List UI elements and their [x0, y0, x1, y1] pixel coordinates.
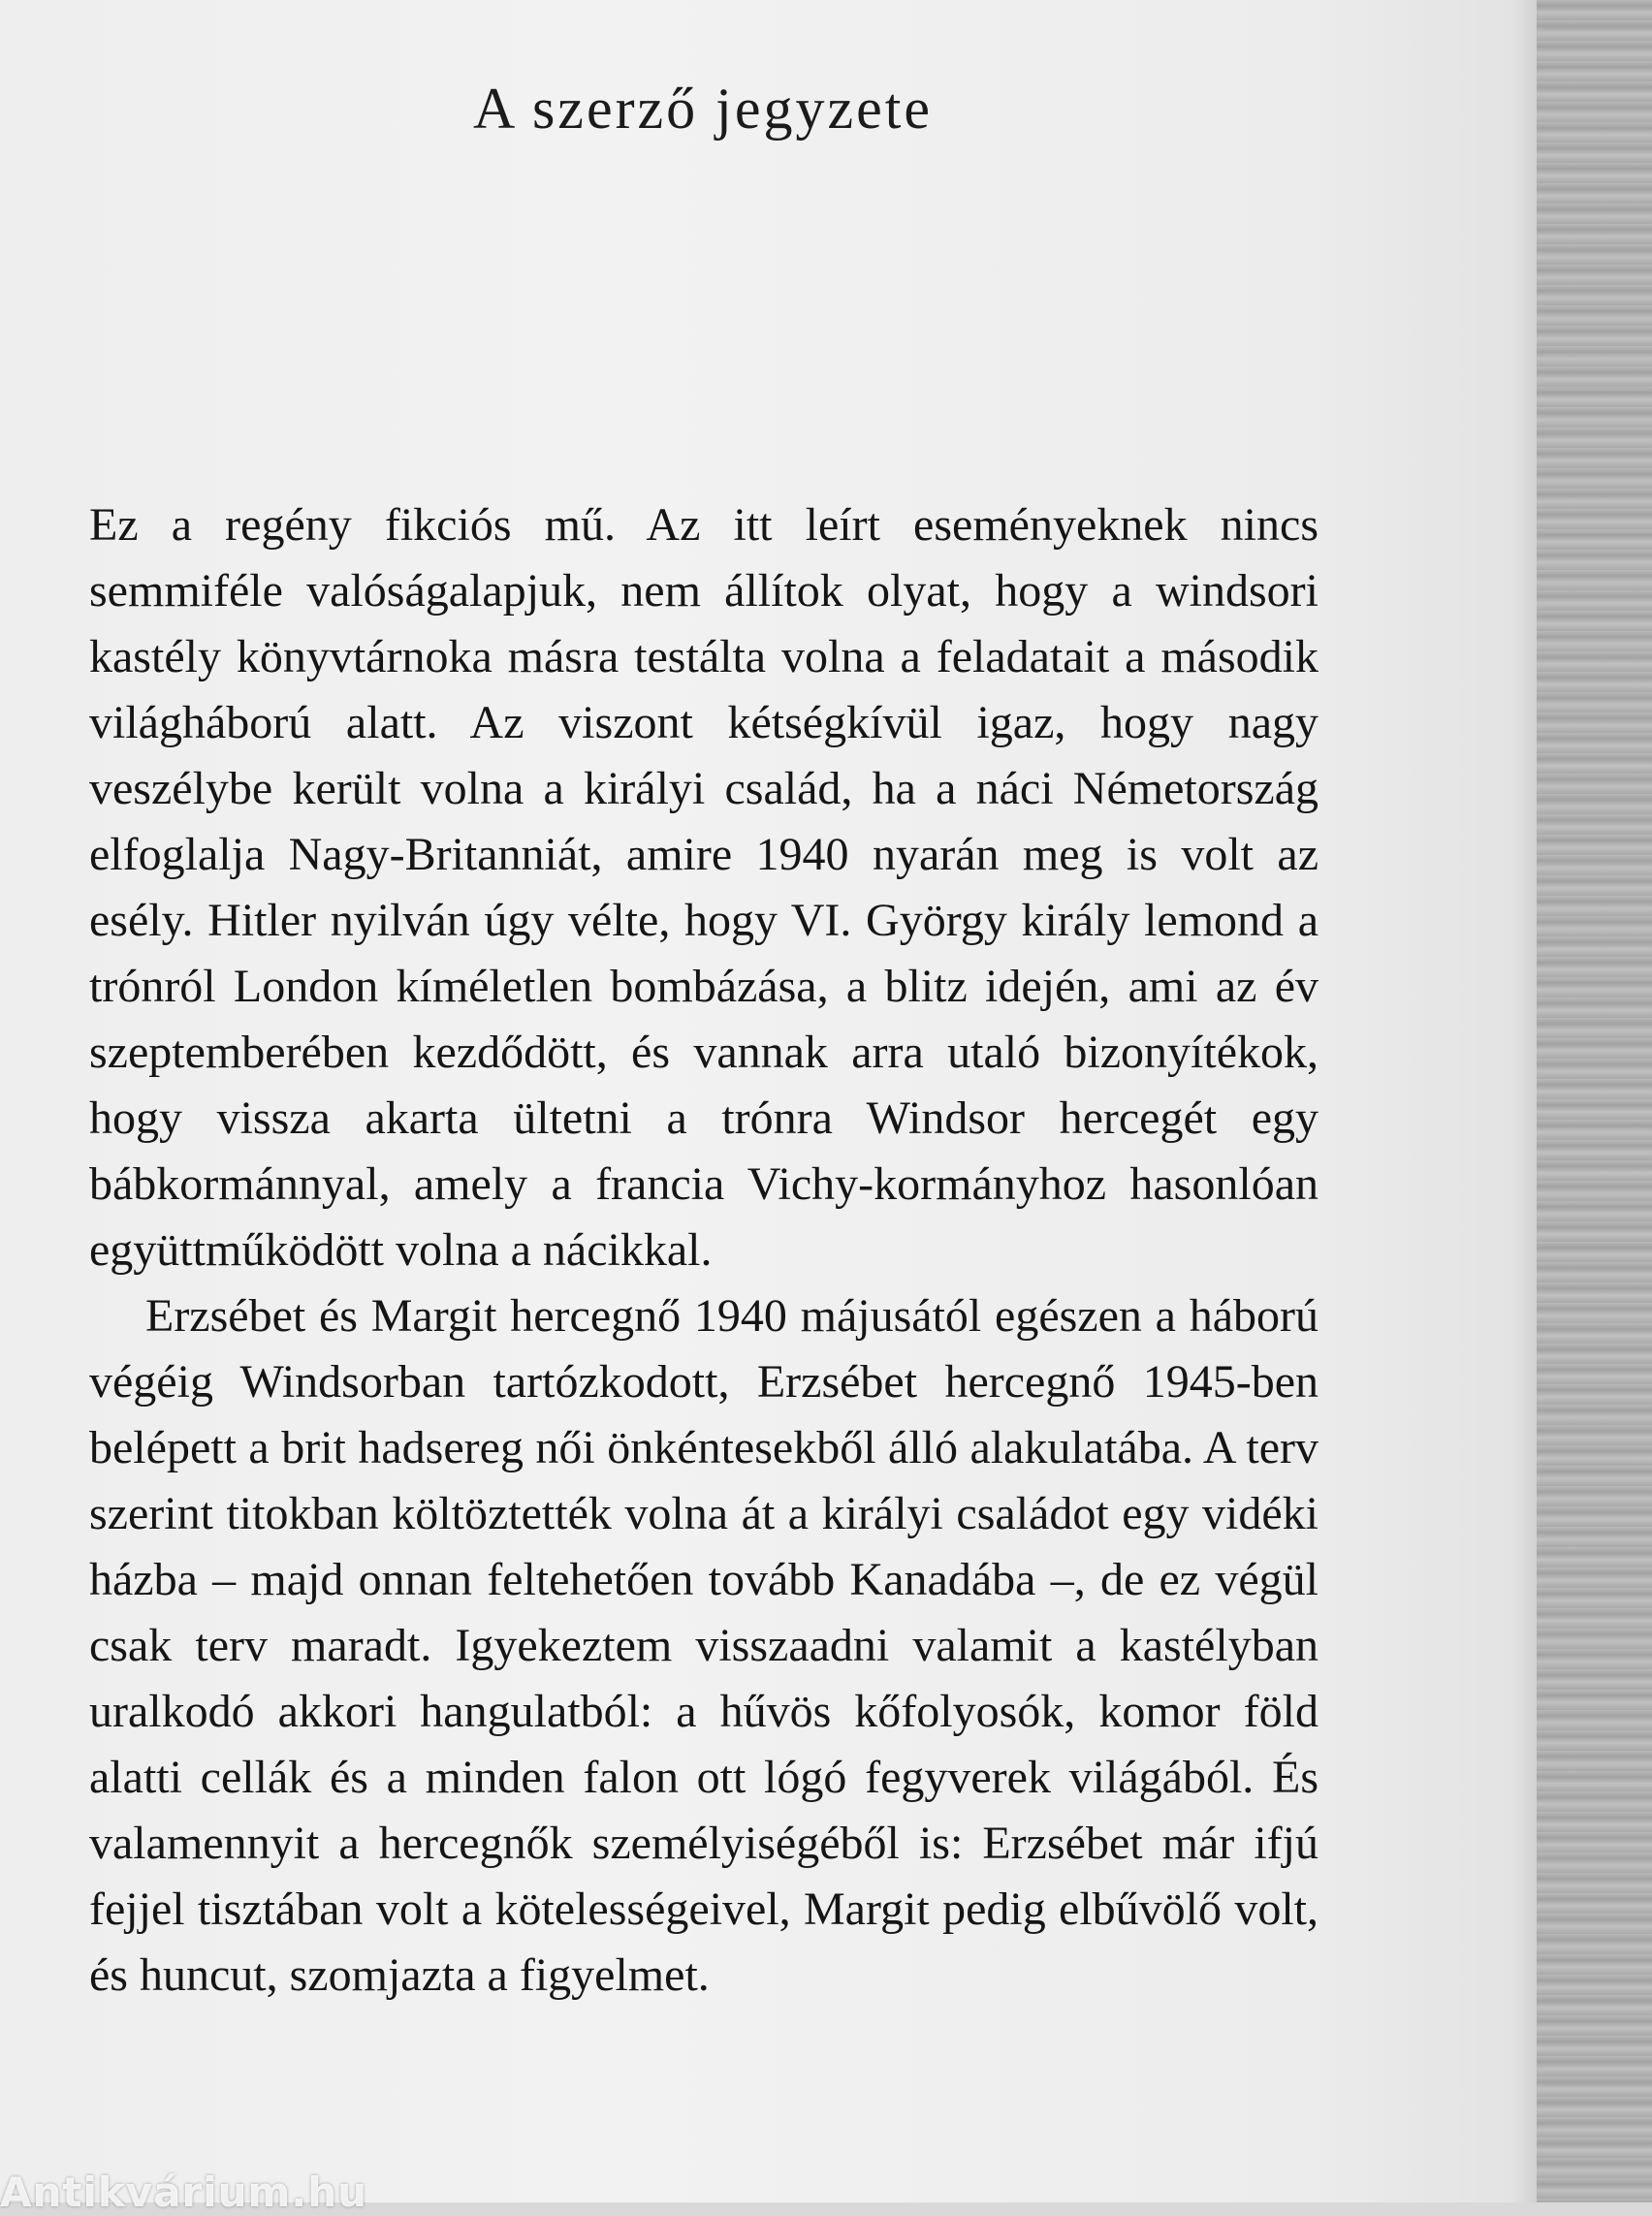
paragraph-1: Ez a regény fikciós mű. Az itt leírt eseményeknek nincs semmiféle valóságalapjuk, nem állítok olyat, hogy a windsori kastély könyvtárnoka másra testálta volna a feladatait a második világháború alatt. Az viszont kétségkívül igaz, hogy nagy veszélybe került volna a királyi család, ha a náci Németország elfoglalja Nagy-Britanniát, amire 1940 nyarán meg is volt az esély. Hitler nyilván úgy vélte, hogy VI. György király lemond a trónról London kíméletlen bombázása, a blitz idején, ami az év szeptemberében kezdődött, és vannak arra utaló bizonyítékok, hogy vissza akarta ültetni a trónra Windsor hercegét egy bábkormánnyal, amely a francia Vichy-kormányhoz hasonlóan együttműködött volna a nácikkal. — [89, 499, 1318, 1276]
page-title: A szerző jegyzete — [472, 77, 934, 141]
body-text — [89, 492, 1318, 2009]
paragraph-2: Erzsébet és Margit hercegnő 1940 májusától egészen a háború végéig Windsorban tartózkodott, Erzsébet hercegnő 1945-ben belépett a brit hadsereg női önkéntesekből álló alakulatába. A terv szerint titokban költöztették volna át a királyi családot egy vidéki házba – majd onnan feltehetően tovább Kanadába –, de ez végül csak terv maradt. Igyekeztem visszaadni valamit a kastélyban uralkodó akkori hangulatból: a hűvös kőfolyosók, komor föld alatti cellák és a minden falon ott lógó fegyverek világából. És valamennyit a hercegnők személyiségéből is: Erzsébet már ifjú fejjel tisztában volt a kötelességeivel, Margit pedig elbűvölő volt, és huncut, szomjazta a figyelmet. — [89, 1290, 1318, 2001]
watermark: Antikvárium.hu — [0, 2169, 368, 2216]
page-edge-shadow — [1512, 0, 1537, 2202]
book-page-edges — [1537, 0, 1652, 2202]
